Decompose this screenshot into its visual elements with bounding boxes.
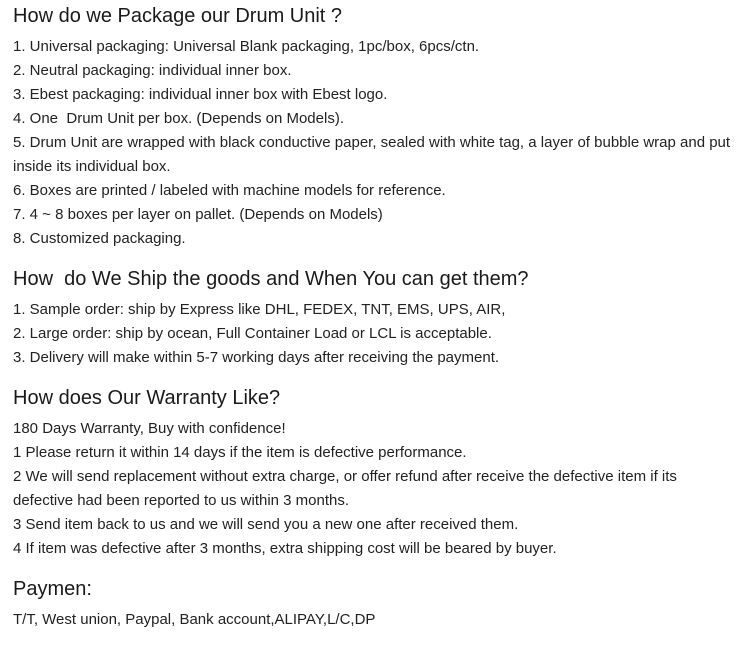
warranty-line-4: 3 Send item back to us and we will send you a new one after received them. <box>13 516 519 533</box>
packaging-line-3: 3. Ebest packaging: individual inner box with Ebest logo. <box>13 86 388 103</box>
packaging-line-1: 1. Universal packaging: Universal Blank packaging, 1pc/box, 6pcs/ctn. <box>13 38 480 55</box>
packaging-heading: How do we Package our Drum Unit ? <box>13 5 343 27</box>
section-warranty <box>13 385 739 561</box>
shipping-line-2: 2. Large order: ship by ocean, Full Container Load or LCL is acceptable. <box>13 325 492 342</box>
warranty-line-1: 180 Days Warranty, Buy with confidence! <box>13 420 286 437</box>
packaging-line-2: 2. Neutral packaging: individual inner box. <box>13 62 292 79</box>
shipping-line-1: 1. Sample order: ship by Express like DHL, FEDEX, TNT, EMS, UPS, AIR, <box>13 301 506 318</box>
payment-heading: Paymen: <box>13 578 92 600</box>
payment-line-1: T/T, West union, Paypal, Bank account,ALIPAY,L/C,DP <box>13 611 376 628</box>
packaging-line-5: 5. Drum Unit are wrapped with black conductive paper, sealed with white tag, a layer of bubble wrap and put inside its individual box. <box>13 134 735 175</box>
section-shipping <box>13 266 739 370</box>
shipping-line-3: 3. Delivery will make within 5-7 working days after receiving the payment. <box>13 349 500 366</box>
warranty-heading: How does Our Warranty Like? <box>13 387 281 409</box>
warranty-line-2: 1 Please return it within 14 days if the item is defective performance. <box>13 444 467 461</box>
section-payment <box>13 576 739 632</box>
shipping-heading: How do We Ship the goods and When You can get them? <box>13 268 529 290</box>
section-packaging <box>13 3 739 251</box>
packaging-line-7: 7. 4 ~ 8 boxes per layer on pallet. (Depends on Models) <box>13 206 383 223</box>
warranty-line-3: 2 We will send replacement without extra charge, or offer refund after receive the defective item if its defective had been reported to us within 3 months. <box>13 468 682 509</box>
packaging-line-8: 8. Customized packaging. <box>13 230 186 247</box>
warranty-line-5: 4 If item was defective after 3 months, extra shipping cost will be beared by buyer. <box>13 540 557 557</box>
packaging-line-4: 4. One Drum Unit per box. (Depends on Models). <box>13 110 344 127</box>
packaging-line-6: 6. Boxes are printed / labeled with machine models for reference. <box>13 182 446 199</box>
